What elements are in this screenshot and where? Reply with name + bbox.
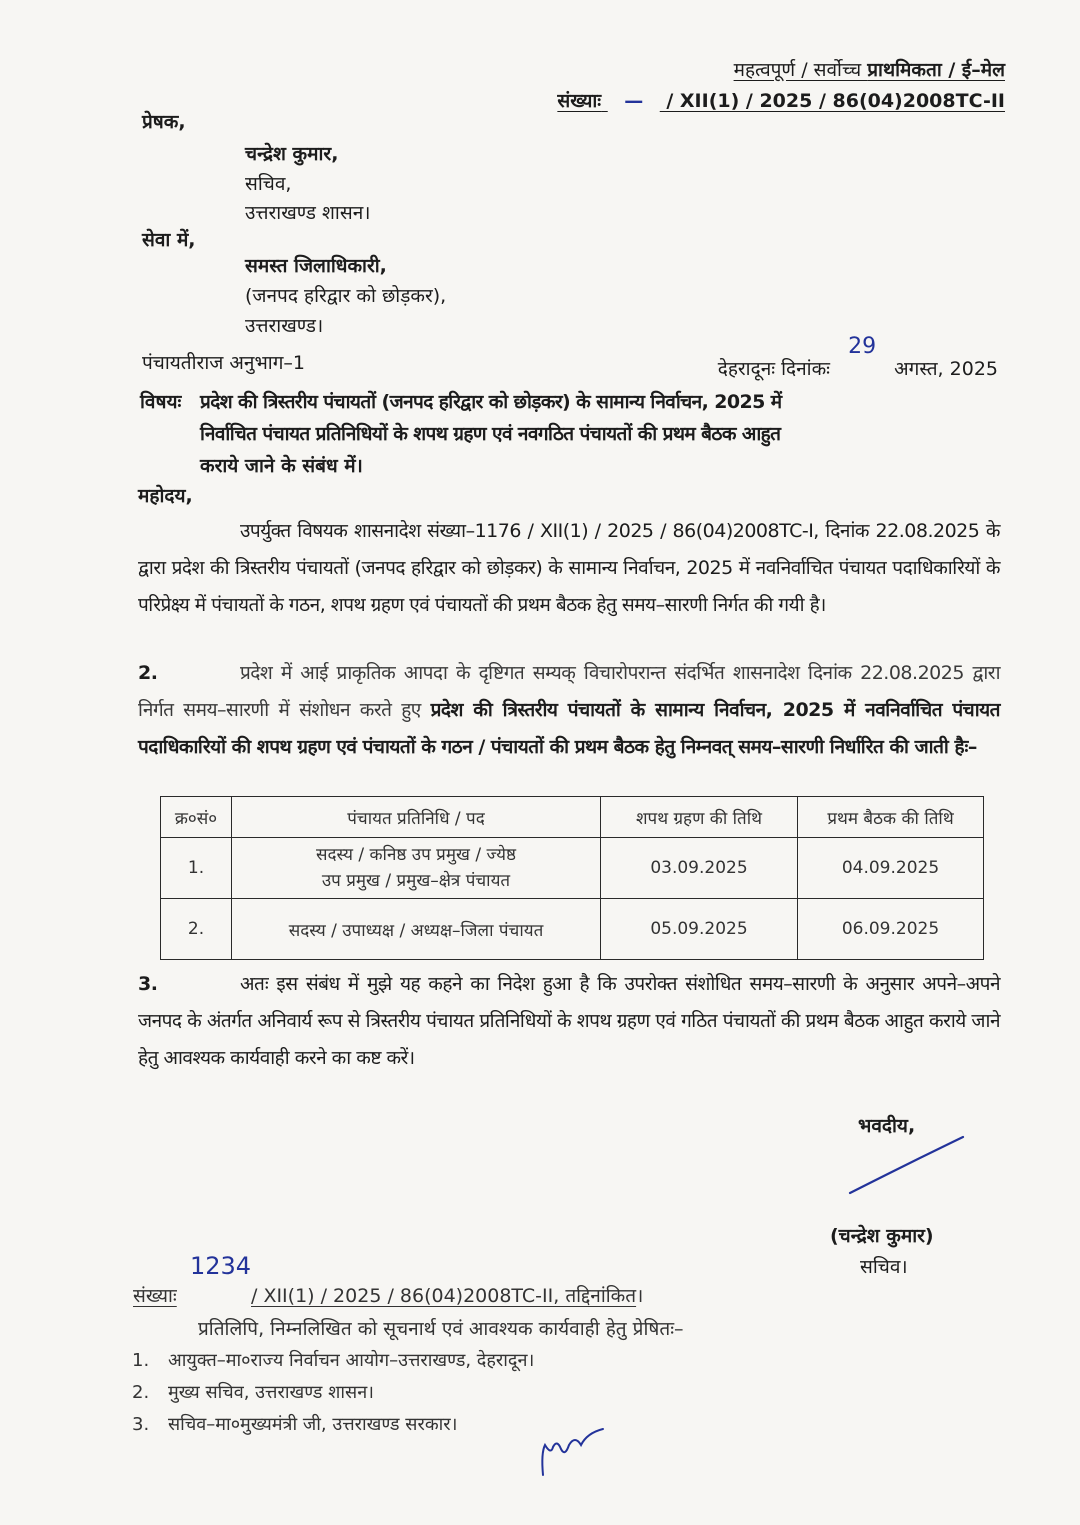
priority-line [734, 56, 1005, 82]
paragraph-2-text: प्रदेश में आई प्राकृतिक आपदा के दृष्टिगत सम्यक् विचारोपरान्त संदर्भित शासनादेश दिनांक 22.08.2025 द्वारा निर्गत समय–सारणी में संशोधन करते हुए [138, 662, 1000, 721]
row-meeting-date: 04.09.2025 [798, 838, 984, 899]
priority-plain: महत्वपूर्ण / सर्वोच्च [733, 59, 868, 81]
copy-number [133, 1282, 643, 1308]
recipient-name: समस्त जिलाधिकारी, [245, 255, 387, 277]
paragraph-1-text: उपर्युक्त विषयक शासनादेश संख्या–1176 / XII(1) / 2025 / 86(04)2008TC-I, दिनांक 22.08.2025 के द्वारा प्रदेश की त्रिस्तरीय पंचायतों (जनपद हरिद्वार को छोड़कर) के सामान्य निर्वाचन, 2025 में नवनिर्वाचित पंचायत पदाधिकारियों के परिप्रेक्ष्य में पंचायतों के गठन, शपथ ग्रहण एवं पंचायतों की प्रथम बैठक हेतु समय–सारणी निर्गत की गयी है। [138, 520, 1000, 616]
row-oath-date: 03.09.2025 [601, 838, 798, 899]
recipient-state: उत्तराखण्ड। [245, 315, 324, 337]
copy-item-number: 2. [132, 1382, 150, 1403]
sender-office: उत्तराखण्ड शासन। [245, 202, 371, 224]
table-row [161, 838, 984, 899]
row-post: सदस्य / उपाध्यक्ष / अध्यक्ष–जिला पंचायत [232, 899, 601, 960]
row-meeting-date: 06.09.2025 [798, 899, 984, 960]
header-meeting-date: प्रथम बैठक की तिथि [798, 797, 984, 838]
row-serial: 1. [161, 838, 232, 899]
letter-date [717, 334, 998, 381]
sender-name: चन्द्रेश कुमार, [245, 143, 339, 165]
subject-label: विषयः [140, 391, 182, 413]
paragraph-2-number: 2. [138, 662, 158, 684]
copy-item [132, 1348, 534, 1372]
closing-yours: भवदीय, [858, 1115, 916, 1137]
row-oath-date: 05.09.2025 [601, 899, 798, 960]
recipient-note: (जनपद हरिद्वार को छोड़कर), [245, 285, 447, 307]
paragraph-3 [138, 966, 1000, 1077]
copy-number-label: संख्याः [133, 1285, 177, 1307]
closing-designation: सचिव। [860, 1256, 908, 1278]
date-suffix: अगस्त, 2025 [894, 358, 998, 380]
paragraph-2 [138, 655, 1000, 766]
recipient-label: सेवा में, [142, 229, 196, 251]
date-prefix: देहरादूनः दिनांकः [717, 358, 831, 380]
copy-intro: प्रतिलिपि, निम्नलिखित को सूचनार्थ एवं आवश्यक कार्यवाही हेतु प्रेषितः– [198, 1318, 684, 1340]
subject-line-2: निर्वाचित पंचायत प्रतिनिधियों के शपथ ग्रहण एवं नवगठित पंचायतों की प्रथम बैठक आहुत [200, 423, 781, 445]
copy-item-text: आयुक्त–मा०राज्य निर्वाचन आयोग–उत्तराखण्ड, देहरादून। [168, 1350, 535, 1371]
paragraph-1 [138, 513, 1000, 624]
subject-line-3: कराये जाने के संबंध में। [200, 455, 363, 477]
table-header-row [161, 797, 984, 838]
row-post [232, 838, 601, 899]
copy-item-number: 1. [132, 1350, 150, 1371]
schedule-table [160, 796, 984, 960]
copy-item-text: सचिव–मा०मुख्यमंत्री जी, उत्तराखण्ड सरकार। [168, 1414, 458, 1435]
subject-line-1: प्रदेश की त्रिस्तरीय पंचायतों (जनपद हरिद्वार को छोड़कर) के सामान्य निर्वाचन, 2025 में [200, 391, 782, 413]
header-post: पंचायत प्रतिनिधि / पद [232, 797, 601, 838]
paragraph-3-text: अतः इस संबंध में मुझे यह कहने का निदेश हुआ है कि उपरोक्त संशोधित समय–सारणी के अनुसार अपने–अपने जनपद के अंतर्गत अनिवार्य रूप से त्रिस्तरीय पंचायत प्रतिनिधियों के शपथ ग्रहण एवं गठित पंचायतों की प्रथम बैठक आहुत कराये जाने हेतु आवश्यक कार्यवाही करने का कष्ट करें। [138, 973, 1000, 1069]
letter-number [557, 87, 1005, 113]
copy-number-ref: / XII(1) / 2025 / 86(04)2008TC-II, तद्दिनांकित [251, 1285, 637, 1307]
row-serial: 2. [161, 899, 232, 960]
closing-name: (चन्द्रेश कुमार) [830, 1225, 934, 1247]
salutation: महोदय, [138, 485, 193, 507]
letter-number-handwritten: — [624, 90, 644, 112]
copy-item-number: 3. [132, 1414, 150, 1435]
sender-designation: सचिव, [245, 173, 292, 195]
header-oath-date: शपथ ग्रहण की तिथि [601, 797, 798, 838]
copy-item [132, 1412, 457, 1436]
row-post-line-1: सदस्य / कनिष्ठ उप प्रमुख / ज्येष्ठ [315, 845, 517, 865]
copy-number-handwritten: 1234 [190, 1252, 252, 1280]
letter-number-label: संख्याः [557, 90, 602, 112]
copy-item-text: मुख्य सचिव, उत्तराखण्ड शासन। [168, 1382, 374, 1403]
section-name: पंचायतीराज अनुभाग–1 [142, 352, 306, 374]
copy-item [132, 1380, 374, 1404]
initials-signature [535, 1425, 615, 1480]
priority-bold: प्राथमिकता / ई–मेल [867, 59, 1005, 81]
paragraph-3-number: 3. [138, 973, 158, 995]
copy-number-end: । [636, 1285, 644, 1307]
table-row [161, 899, 984, 960]
signature-stroke [845, 1130, 970, 1200]
date-day-handwritten: 29 [848, 334, 877, 359]
paragraph-2-bold-text: प्रदेश की त्रिस्तरीय पंचायतों के सामान्य निर्वाचन, 2025 में नवनिर्वाचित पंचायत पदाधिकारियों की शपथ ग्रहण एवं पंचायतों के गठन / पंचायतों की प्रथम बैठक हेतु निम्नवत् समय–सारणी निर्धारित की जाती हैः– [138, 699, 1000, 758]
sender-label: प्रेषक, [142, 111, 186, 133]
header-serial: क्र०सं० [161, 797, 232, 838]
row-post-line-2: उप प्रमुख / प्रमुख–क्षेत्र पंचायत [321, 871, 511, 891]
letter-number-ref: / XII(1) / 2025 / 86(04)2008TC-II [659, 90, 1005, 112]
